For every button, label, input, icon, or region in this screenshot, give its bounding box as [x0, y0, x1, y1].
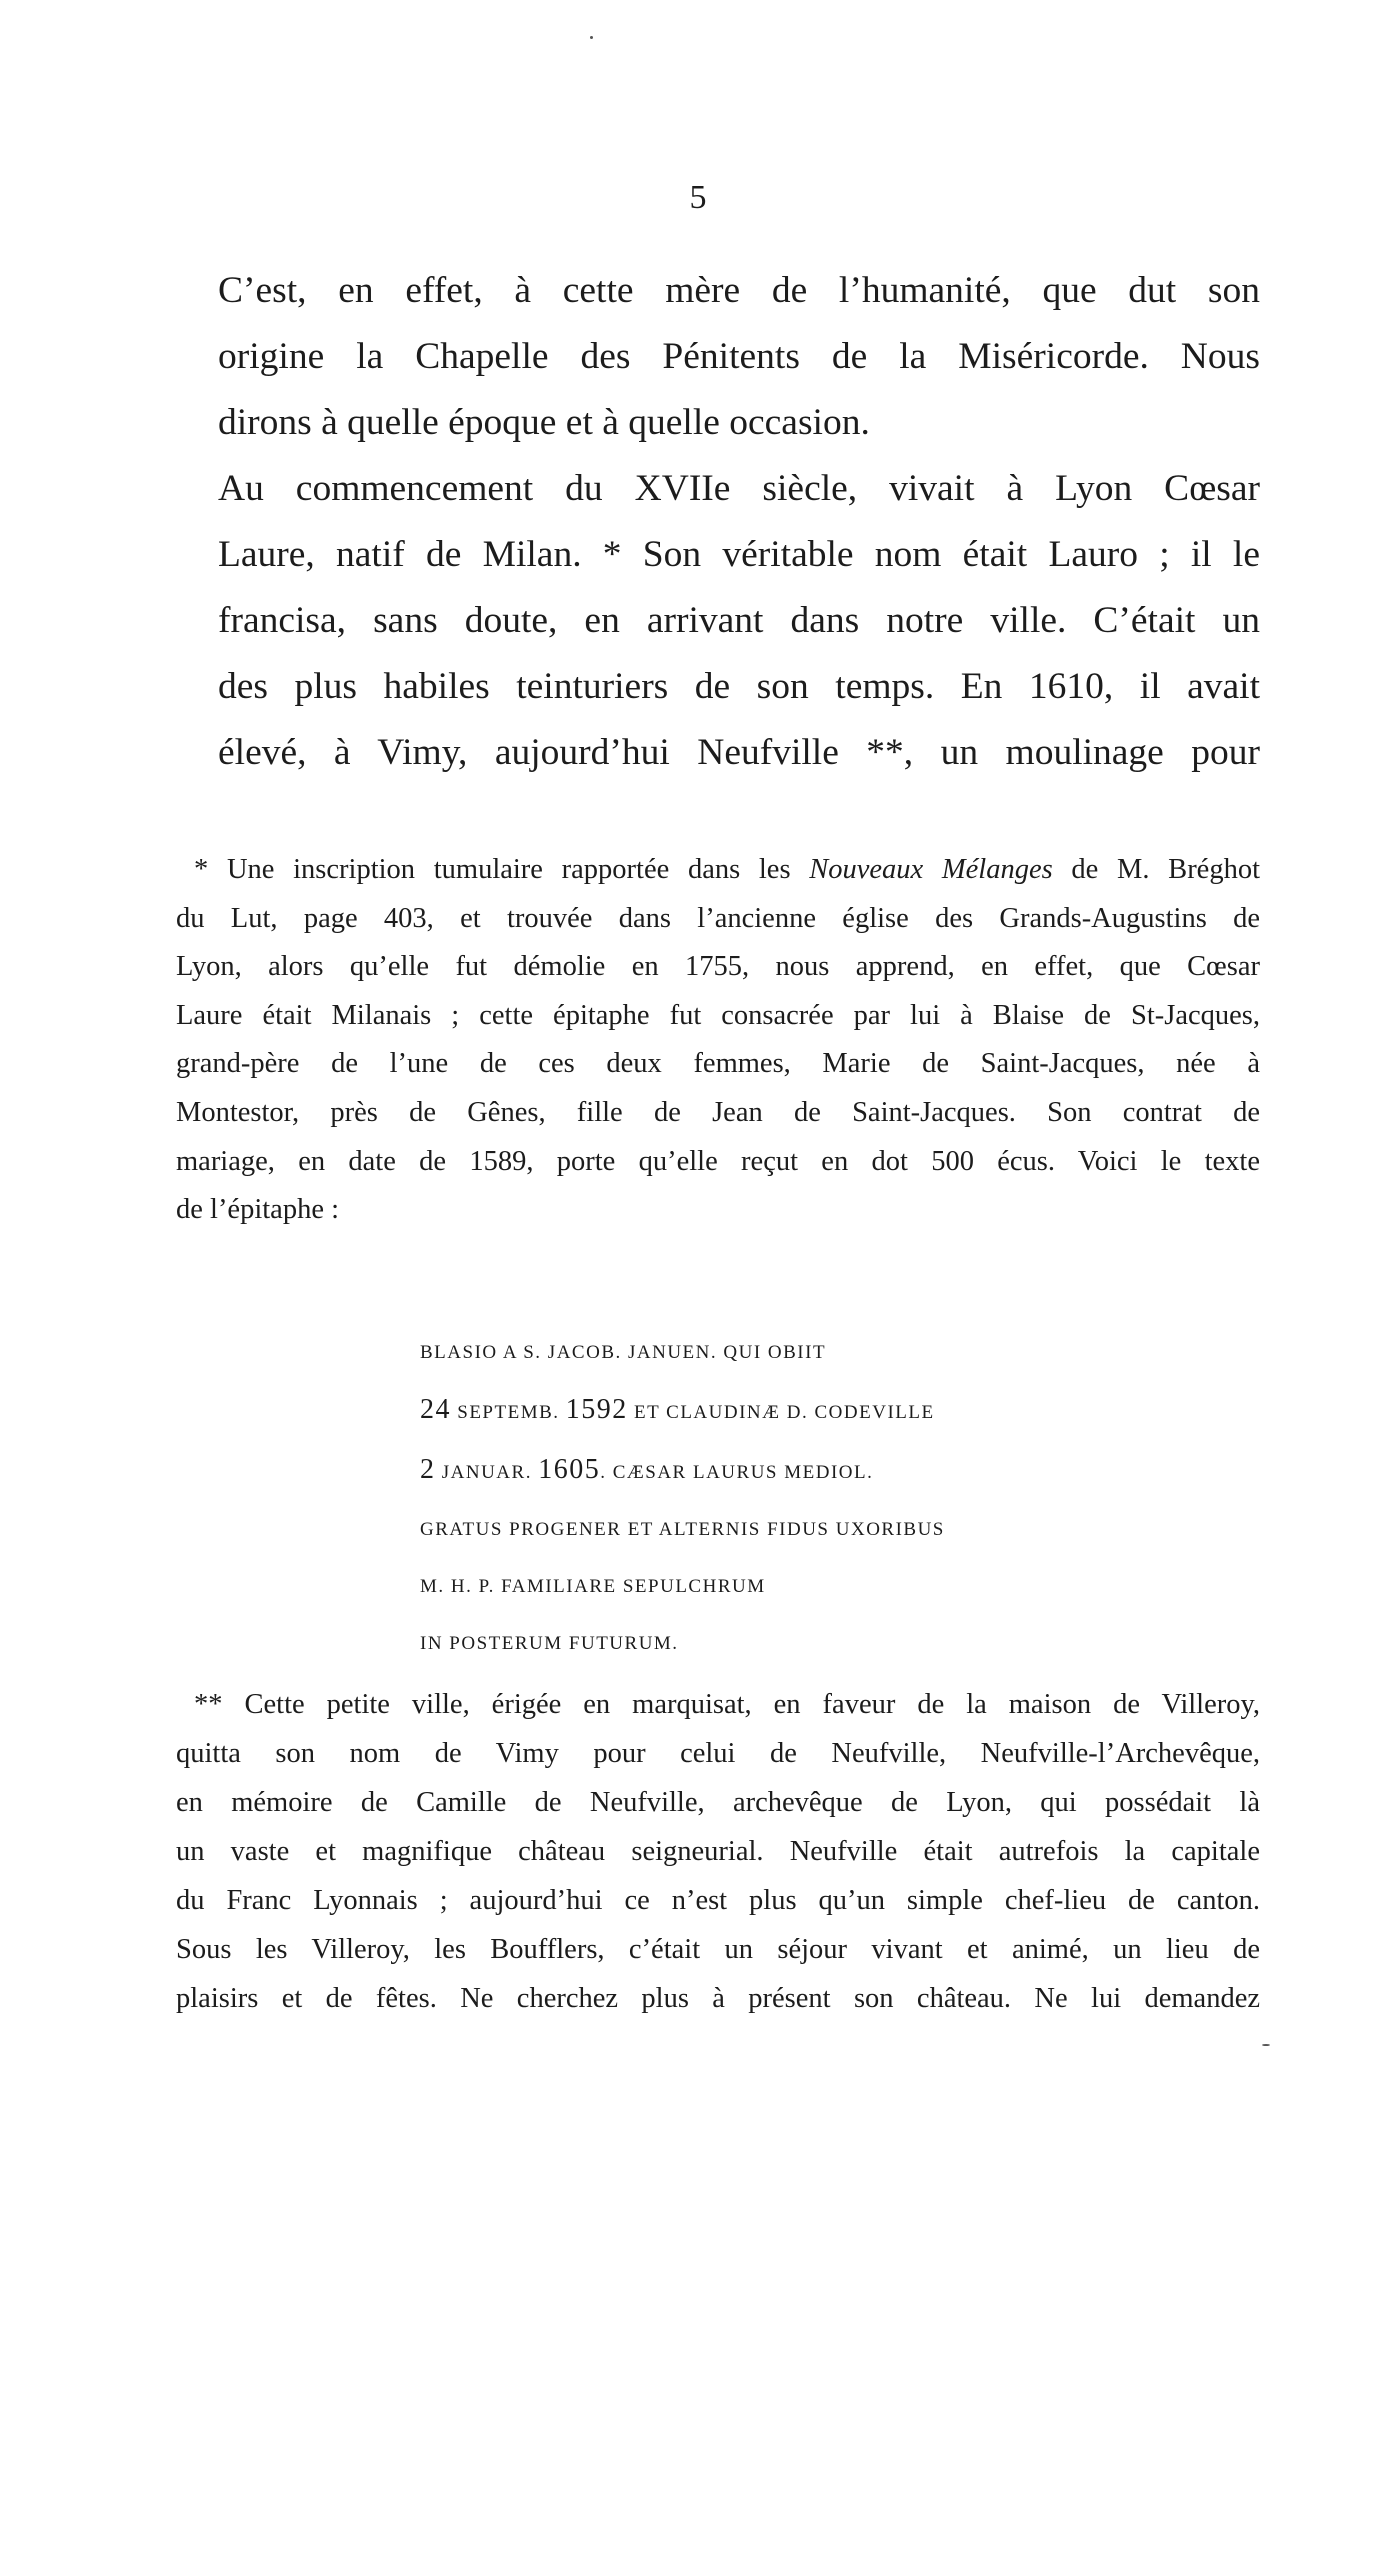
text-line: origine la Chapelle des Pénitents de la Miséricorde. Nous: [218, 336, 1260, 377]
footnote-text: de M. Bréghot: [1052, 854, 1260, 885]
footnote-line: mariage, en date de 1589, porte qu’elle reçut en dot 500 écus. Voici le texte: [176, 1145, 1260, 1177]
text-line: Laure, natif de Milan. * Son véritable nom était Lauro ; il le: [218, 534, 1260, 575]
book-title: Nouveaux Mélanges: [809, 854, 1053, 885]
paragraph: [176, 456, 1260, 786]
text-line: dirons à quelle époque et à quelle occasion.: [218, 402, 870, 443]
epitaph-line: M. H. P. FAMILIARE SEPULCHRUM: [420, 1576, 766, 1597]
footnote-text: * Une inscription tumulaire rapportée dans les: [194, 854, 810, 885]
footnote-line: du Lut, page 403, et trouvée dans l’ancienne église des Grands-Augustins de: [176, 902, 1260, 934]
text-line: Au commencement du XVIIe siècle, vivait à Lyon Cœsar: [218, 468, 1260, 509]
epitaph-day: 2: [420, 1454, 436, 1485]
footnote-line: du Franc Lyonnais ; aujourd’hui ce n’est plus qu’un simple chef-lieu de canton.: [176, 1885, 1260, 1916]
epitaph-line: BLASIO A S. JACOB. JANUEN. QUI OBIIT: [420, 1342, 827, 1363]
epitaph-line: IN POSTERUM FUTURUM.: [420, 1633, 679, 1654]
footnote-line: Lyon, alors qu’elle fut démolie en 1755, nous apprend, en effet, que Cœsar: [176, 951, 1260, 983]
main-text: [176, 258, 1260, 786]
epitaph-inscription: [420, 1324, 945, 1672]
epitaph-text: SEPTEMB.: [451, 1402, 566, 1423]
footnote-line: quitta son nom de Vimy pour celui de Neufville, Neufville-l’Archevêque,: [176, 1738, 1260, 1769]
ink-speck: [1262, 2044, 1270, 2046]
epitaph-year: 1605: [538, 1454, 601, 1485]
epitaph-day: 24: [420, 1394, 451, 1425]
footnote-line: ** Cette petite ville, érigée en marquisat, en faveur de la maison de Villeroy,: [194, 1689, 1260, 1720]
paragraph: [176, 258, 1260, 456]
epitaph-year: 1592: [565, 1394, 628, 1425]
epitaph-line: GRATUS PROGENER ET ALTERNIS FIDUS UXORIBUS: [420, 1519, 945, 1540]
text-line: élevé, à Vimy, aujourd’hui Neufville **, un moulinage pour: [218, 732, 1260, 773]
page-number: 5: [689, 179, 707, 216]
footnote-inscription: [176, 846, 1260, 1235]
footnote-line: un vaste et magnifique château seigneurial. Neufville était autrefois la capitale: [176, 1836, 1260, 1867]
footnote-neufville: [176, 1680, 1260, 2023]
ink-speck: [590, 36, 593, 39]
footnote-line: Montestor, près de Gênes, fille de Jean de Saint-Jacques. Son contrat de: [176, 1096, 1260, 1128]
epitaph-line: [420, 1441, 945, 1501]
epitaph-text: . CÆSAR LAURUS MEDIOL.: [600, 1462, 874, 1483]
epitaph-text: ET CLAUDINÆ D. CODEVILLE: [627, 1402, 935, 1423]
footnote-line: grand-père de l’une de ces deux femmes, Marie de Saint-Jacques, née à: [176, 1048, 1260, 1080]
epitaph-text: JANUAR.: [435, 1462, 539, 1483]
footnote-line: de l’épitaphe :: [176, 1194, 340, 1226]
text-line: C’est, en effet, à cette mère de l’humanité, que dut son: [218, 270, 1260, 311]
text-line: francisa, sans doute, en arrivant dans notre ville. C’était un: [218, 600, 1260, 641]
footnote-line: Laure était Milanais ; cette épitaphe fut consacrée par lui à Blaise de St-Jacques,: [176, 999, 1260, 1031]
footnote-line: Sous les Villeroy, les Boufflers, c’était un séjour vivant et animé, un lieu de: [176, 1934, 1260, 1965]
epitaph-line: [420, 1381, 945, 1441]
text-line: des plus habiles teinturiers de son temps. En 1610, il avait: [218, 666, 1260, 707]
footnote-line: en mémoire de Camille de Neufville, archevêque de Lyon, qui possédait là: [176, 1787, 1260, 1818]
footnote-line: [176, 846, 1260, 895]
footnote-line: plaisirs et de fêtes. Ne cherchez plus à présent son château. Ne lui demandez: [176, 1983, 1260, 2014]
